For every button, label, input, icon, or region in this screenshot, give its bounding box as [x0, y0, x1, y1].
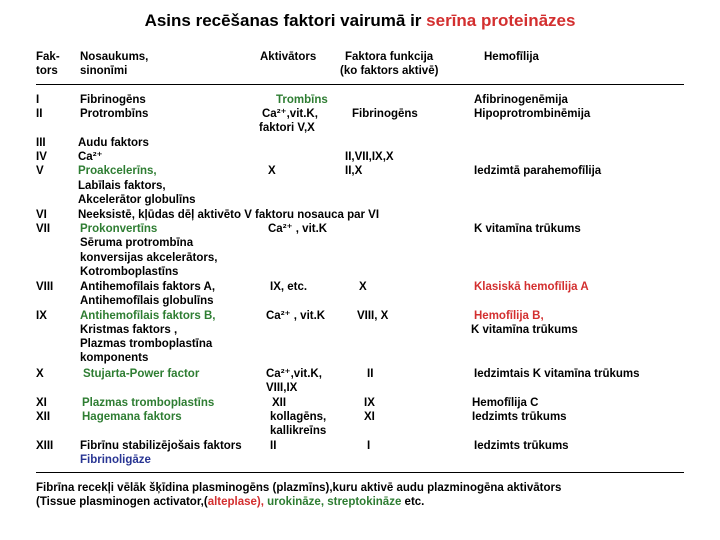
row8-name-2: Fibrinoligāze	[80, 454, 151, 466]
row3-hemophilia: K vitamīna trūkums	[474, 223, 581, 235]
row1-name-1: Fibrinogēns	[80, 94, 146, 106]
row3-activator: Ca²⁺ , vit.K	[268, 223, 328, 235]
row3-name-3: Sēruma protrombīna	[80, 237, 194, 249]
row4-activator: IX, etc.	[270, 281, 308, 293]
row3-num-2: VII	[36, 223, 51, 235]
row3-num-1: VI	[36, 209, 47, 221]
row3-name-1: Neeksistē, kļūdas dēļ aktivēto V faktoru nosauca par VI	[78, 209, 380, 221]
row8-function: I	[367, 440, 371, 452]
row7-num-2: XII	[36, 411, 51, 423]
row1-num-2: II	[36, 108, 43, 120]
footer-enzymes: urokināze, streptokināze	[263, 496, 402, 508]
footer-line-1: Fibrīna recekļi vēlāk šķīdina plasminogēns (plazmīns),kuru aktivē audu plazminogēna aktivātors	[36, 482, 562, 494]
row2-name-5: Akcelerātor globulīns	[78, 194, 196, 206]
row5-activator: Ca²⁺ , vit.K	[266, 310, 326, 322]
row2-num-1: III	[36, 137, 46, 149]
header-names-2: sinonīmi	[80, 65, 128, 77]
row2-name-4: Labīlais faktors,	[78, 180, 166, 192]
header-factors-2: tors	[36, 65, 58, 77]
footer-line-2	[36, 495, 424, 509]
row5-num: IX	[36, 310, 47, 322]
row7-hemophilia-1: Hemofīlija C	[472, 397, 539, 409]
row1-function: Fibrinogēns	[352, 108, 418, 120]
row1-activator-1: Trombīns	[276, 94, 328, 106]
row2-hemophilia: Iedzimtā parahemofīlija	[474, 165, 602, 177]
row4-num: VIII	[36, 281, 54, 293]
header-names-1: Nosaukums,	[80, 51, 149, 63]
row7-function-2: XI	[364, 411, 375, 423]
footer-line-2-end: etc.	[401, 496, 425, 508]
row1-hemophilia-2: Hipoprotrombinēmija	[474, 108, 591, 120]
header-hemophilia: Hemofīlija	[484, 51, 539, 63]
row3-name-4: konversijas akcelerātors,	[80, 252, 218, 264]
row5-hemophilia-1: Hemofīlija B,	[474, 310, 544, 322]
row4-name-2: Antihemofīlais globulīns	[80, 295, 214, 307]
row7-activator-2: kollagēns,	[270, 411, 327, 423]
row5-name-3: Plazmas tromboplastīna	[80, 338, 213, 350]
row2-name-3: Proakcelerīns,	[78, 165, 157, 177]
row2-num-3: V	[36, 165, 44, 177]
row7-name-2: Hagemana faktors	[82, 411, 182, 423]
row7-num-1: XI	[36, 397, 47, 409]
title-highlight: serīna proteināzes	[426, 11, 576, 30]
row6-num: X	[36, 368, 44, 380]
row1-hemophilia-1: Afibrinogenēmija	[474, 94, 568, 106]
row6-activator-1: Ca²⁺,vit.K,	[266, 368, 322, 380]
row7-activator-3: kallikreīns	[270, 425, 327, 437]
row7-name-1: Plazmas tromboplastīns	[82, 397, 215, 409]
page-title	[0, 11, 720, 31]
row6-hemophilia: Iedzimtais K vitamīna trūkums	[474, 368, 640, 380]
row1-activator-3: faktori V,X	[259, 122, 315, 134]
row8-name-1: Fibrīnu stabilizējošais faktors	[80, 440, 242, 452]
row5-hemophilia-2: K vitamīna trūkums	[471, 324, 578, 336]
row7-function-1: IX	[364, 397, 375, 409]
row4-name-1: Antihemofīlais faktors A,	[80, 281, 216, 293]
header-function-1: Faktora funkcija	[345, 51, 434, 63]
row6-name: Stujarta-Power factor	[83, 368, 200, 380]
row5-name-2: Kristmas faktors ,	[80, 324, 178, 336]
row8-activator: II	[270, 440, 277, 452]
title-main: Asins recēšanas faktori vairumā ir	[144, 11, 427, 30]
row2-num-2: IV	[36, 151, 47, 163]
footer-rule	[36, 472, 684, 473]
row2-function-2: II,X	[345, 165, 363, 177]
row2-function-1: II,VII,IX,X	[345, 151, 394, 163]
header-activator: Aktivātors	[260, 51, 317, 63]
header-factors-1: Fak-	[36, 51, 60, 63]
header-function-2: (ko faktors aktivē)	[340, 65, 439, 77]
row8-hemophilia: Iedzimts trūkums	[474, 440, 569, 452]
row7-hemophilia-2: Iedzimts trūkums	[472, 411, 567, 423]
row5-name-1: Antihemofīlais faktors B,	[80, 310, 216, 322]
row1-name-2: Protrombīns	[80, 108, 149, 120]
row5-function: VIII, X	[357, 310, 389, 322]
row2-activator: X	[268, 165, 276, 177]
row6-function: II	[367, 368, 374, 380]
row3-name-2: Prokonvertīns	[80, 223, 158, 235]
footer-alteplase: alteplase),	[207, 496, 264, 508]
row2-name-2: Ca²⁺	[78, 151, 103, 163]
row2-name-1: Audu faktors	[78, 137, 149, 149]
row1-num-1: I	[36, 94, 40, 106]
row4-function: X	[359, 281, 367, 293]
row6-activator-2: VIII,IX	[266, 382, 298, 394]
footer-line-2-start: (Tissue plasminogen activator,(	[36, 496, 208, 508]
row7-activator-1: XII	[272, 397, 287, 409]
row3-name-5: Kotromboplastīns	[80, 266, 179, 278]
row8-num: XIII	[36, 440, 54, 452]
row5-name-4: komponents	[80, 352, 149, 364]
row4-hemophilia: Klasiskā hemofīlija A	[474, 281, 589, 293]
header-rule	[36, 84, 684, 85]
row1-activator-2: Ca²⁺,vit.K,	[262, 108, 318, 120]
